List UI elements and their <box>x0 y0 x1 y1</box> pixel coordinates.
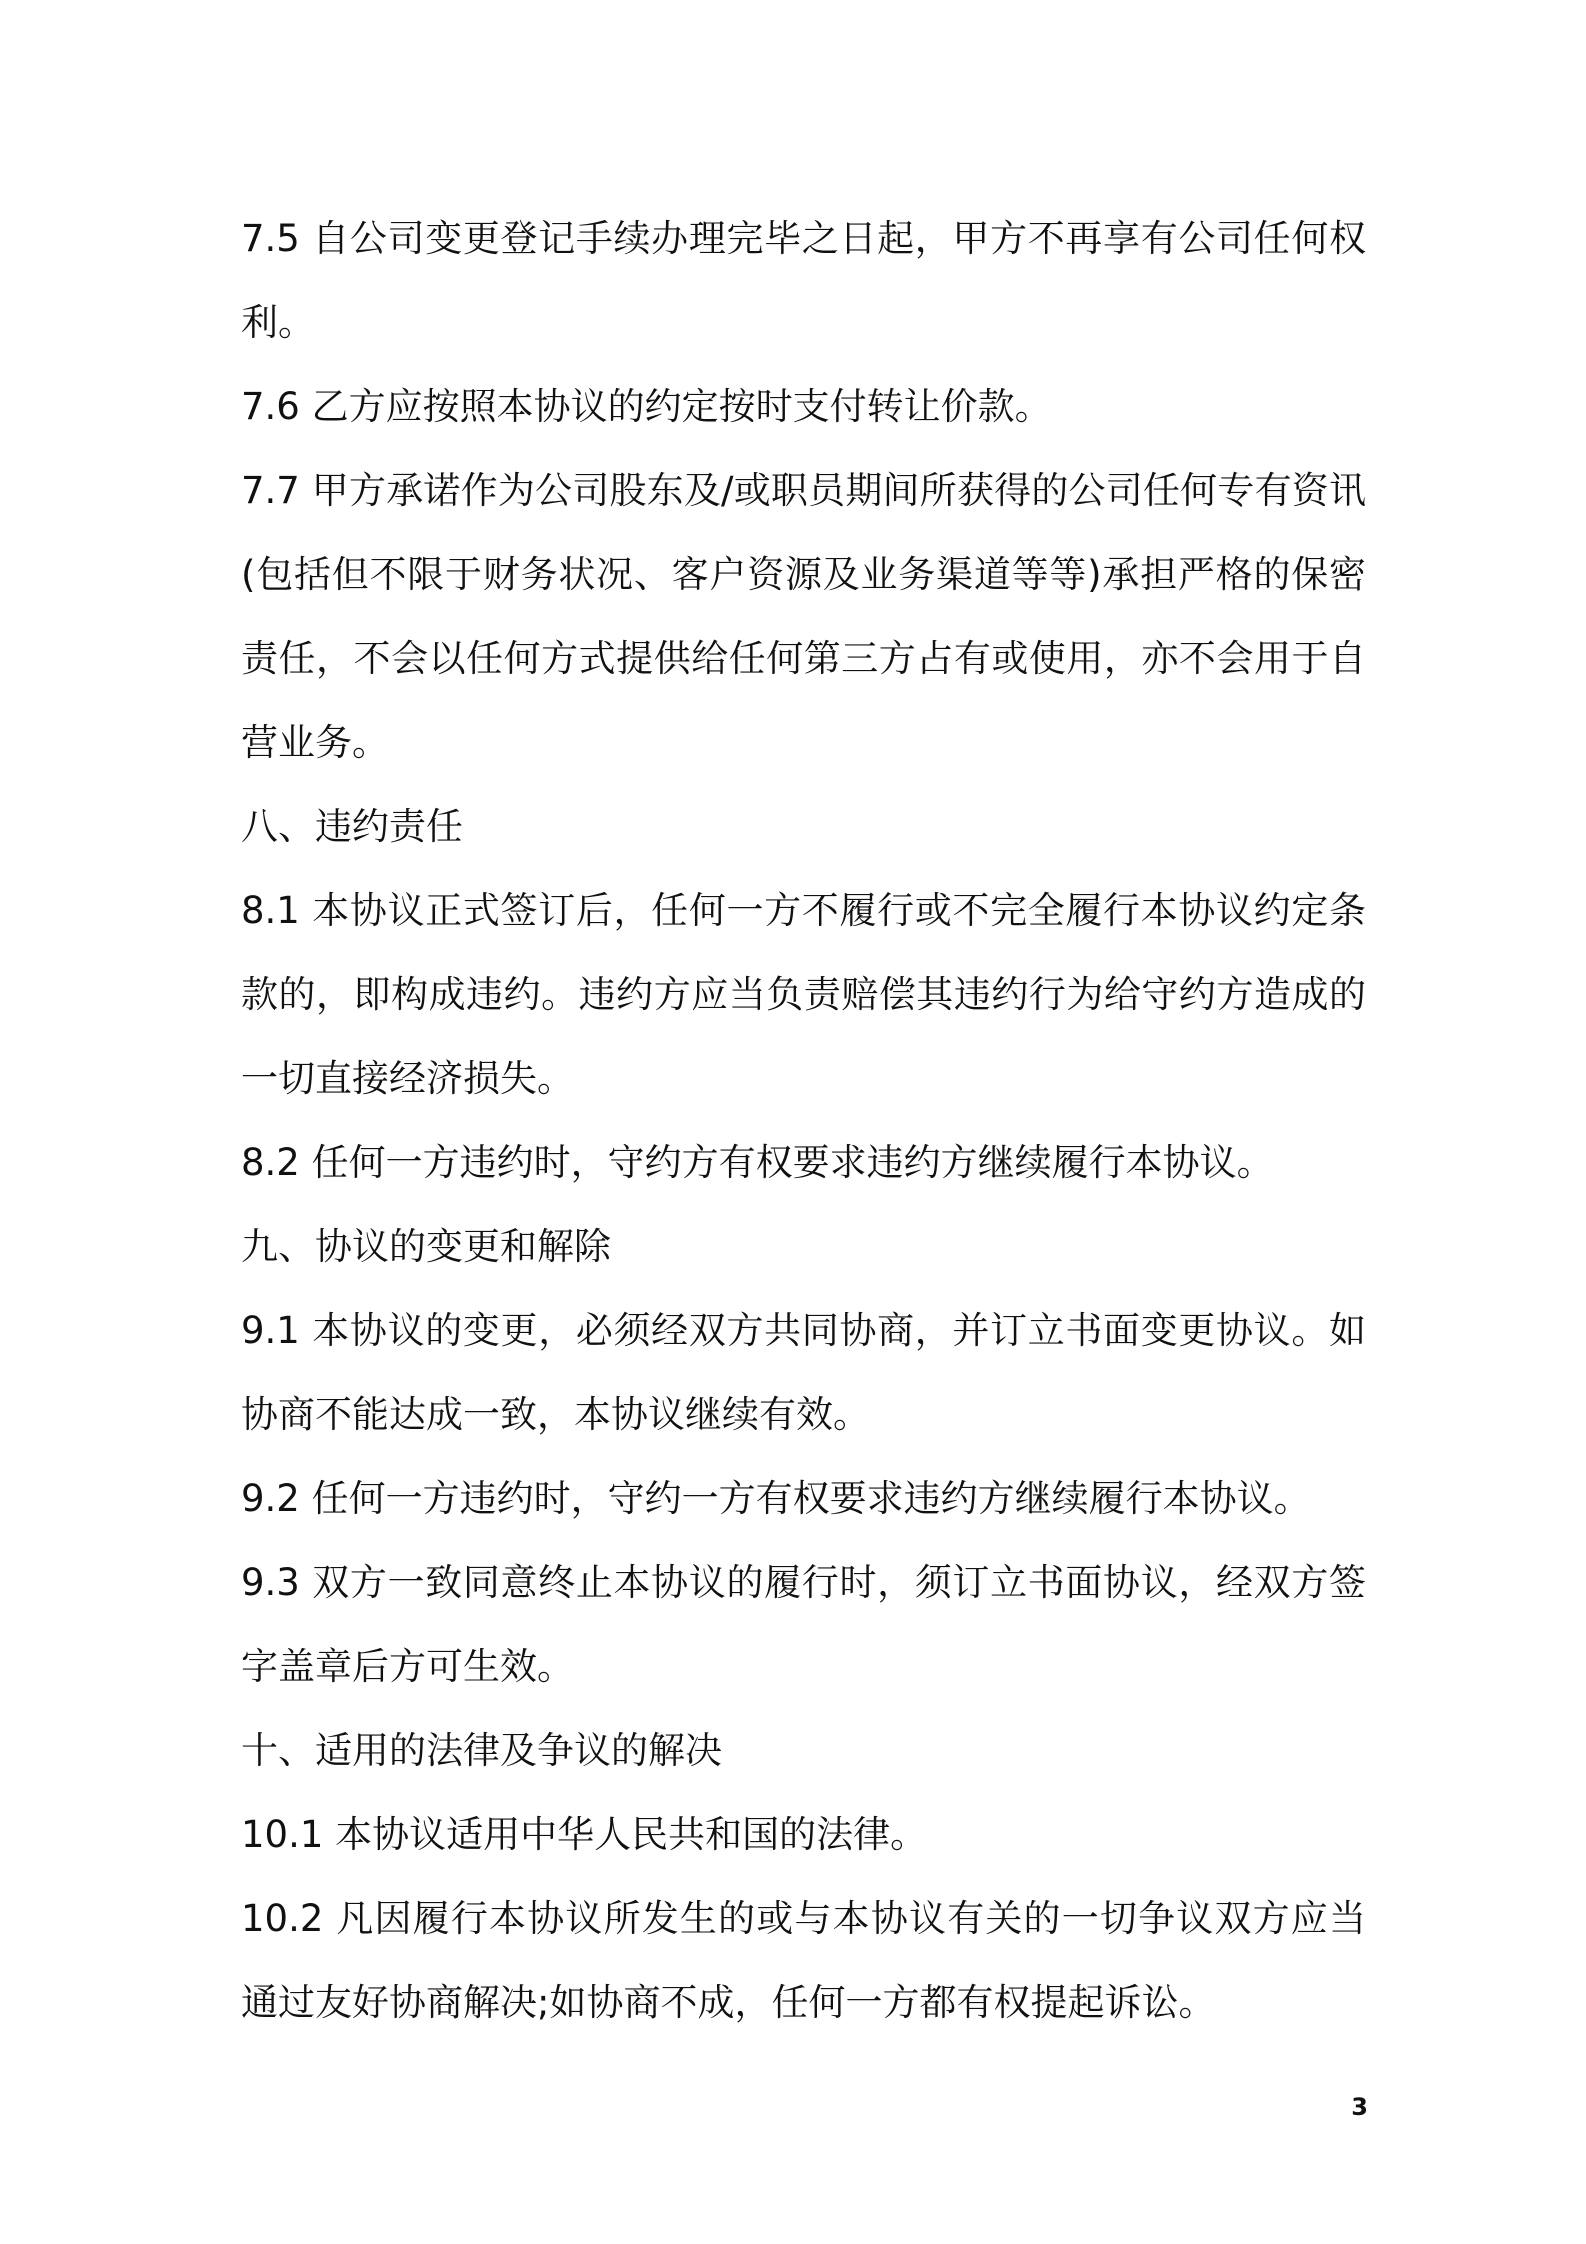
clause-7-7: 7.7 甲方承诺作为公司股东及/或职员期间所获得的公司任何专有资讯(包括但不限于财务状况、客户资源及业务渠道等等)承担严格的保密责任，不会以任何方式提供给任何第三方占有或使用，亦不会用于自营业务。 <box>241 469 1366 764</box>
clause-9-2: 9.2 任何一方违约时，守约一方有权要求违约方继续履行本协议。 <box>241 1477 1311 1520</box>
clause-7-6: 7.6 乙方应按照本协议的约定按时支付转让价款。 <box>241 385 1052 428</box>
document-body <box>241 197 1366 2045</box>
clause-8-1: 8.1 本协议正式签订后，任何一方不履行或不完全履行本协议约定条款的，即构成违约。违约方应当负责赔偿其违约行为给守约方造成的一切直接经济损失。 <box>241 889 1366 1100</box>
section-heading-9: 九、协议的变更和解除 <box>241 1225 611 1268</box>
clause-10-2: 10.2 凡因履行本协议所发生的或与本协议有关的一切争议双方应当通过友好协商解决;如协商不成，任何一方都有权提起诉讼。 <box>241 1897 1366 2024</box>
clause-9-3: 9.3 双方一致同意终止本协议的履行时，须订立书面协议，经双方签字盖章后方可生效。 <box>241 1561 1366 1688</box>
clause-8-2: 8.2 任何一方违约时，守约方有权要求违约方继续履行本协议。 <box>241 1141 1274 1184</box>
section-heading-10: 十、适用的法律及争议的解决 <box>241 1729 722 1772</box>
clause-10-1: 10.1 本协议适用中华人民共和国的法律。 <box>241 1813 928 1856</box>
page-number: 3 <box>1351 2093 1368 2121</box>
clause-9-1: 9.1 本协议的变更，必须经双方共同协商，并订立书面变更协议。如协商不能达成一致，本协议继续有效。 <box>241 1309 1366 1436</box>
section-heading-8: 八、违约责任 <box>241 805 463 848</box>
clause-7-5: 7.5 自公司变更登记手续办理完毕之日起，甲方不再享有公司任何权利。 <box>241 217 1366 344</box>
